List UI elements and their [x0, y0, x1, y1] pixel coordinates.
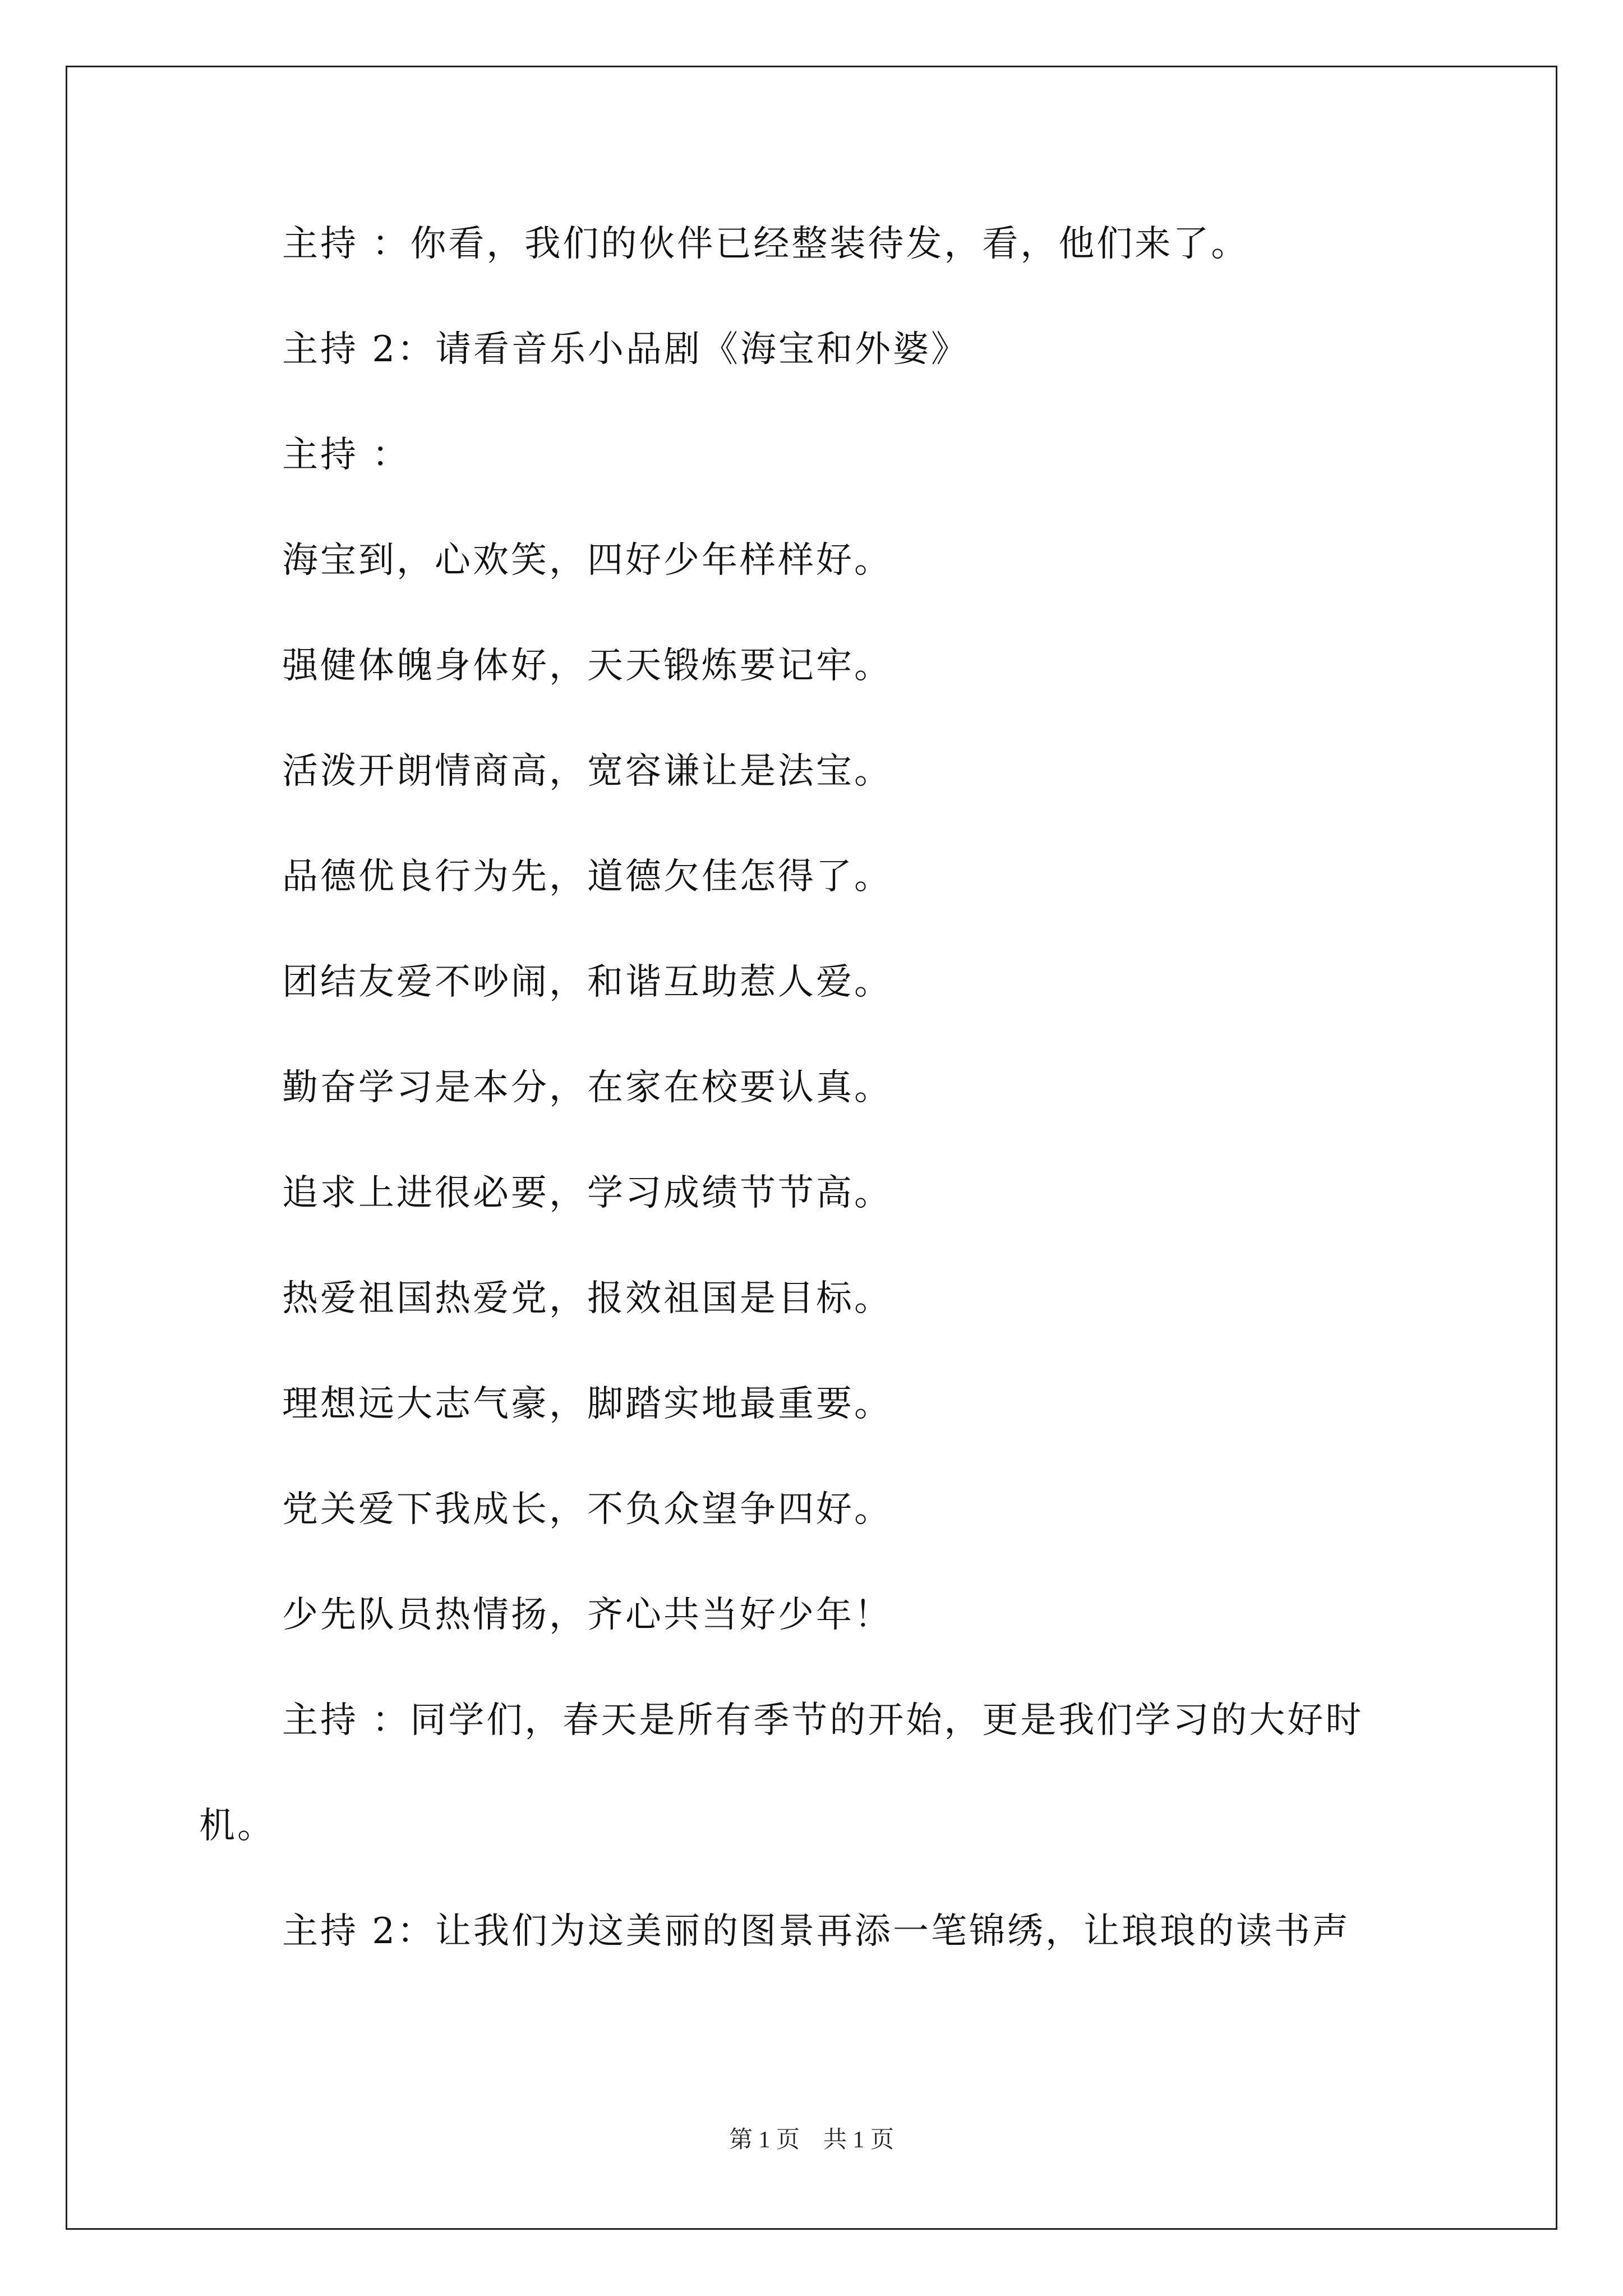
paragraph: 强健体魄身体好，天天锻炼要记牢。: [282, 645, 892, 687]
page-number-footer: 第 1 页 共 1 页: [728, 2127, 894, 2153]
paragraph: 追求上进很必要，学习成绩节节高。: [282, 1172, 892, 1214]
paragraph: 团结友爱不吵闹，和谐互助惹人爱。: [282, 961, 892, 1003]
paragraph: 主持 2：请看音乐小品剧《海宝和外婆》: [282, 329, 970, 370]
paragraph: 热爱祖国热爱党，报效祖国是目标。: [282, 1278, 892, 1319]
paragraph: 主持 ：: [282, 434, 411, 476]
paragraph: 少先队员热情扬，齐心共当好少年！: [282, 1594, 892, 1636]
paragraph-continuation: 机。: [199, 1805, 275, 1847]
paragraph: 活泼开朗情商高，宽容谦让是法宝。: [282, 751, 892, 792]
paragraph: 品德优良行为先，道德欠佳怎得了。: [282, 856, 892, 898]
paragraph: 主持 ：同学们，春天是所有季节的开始，更是我们学习的大好时: [282, 1700, 1364, 1741]
paragraph: 勤奋学习是本分，在家在校要认真。: [282, 1067, 892, 1108]
paragraph: 理想远大志气豪，脚踏实地最重要。: [282, 1383, 892, 1425]
paragraph: 海宝到，心欢笑，四好少年样样好。: [282, 540, 892, 581]
paragraph: 主持 ：你看，我们的伙伴已经整装待发，看，他们来了。: [282, 223, 1249, 265]
page-border: [66, 66, 1557, 2230]
paragraph: 党关爱下我成长，不负众望争四好。: [282, 1489, 892, 1530]
paragraph: 主持 2：让我们为这美丽的图景再添一笔锦绣，让琅琅的读书声: [282, 1911, 1351, 1952]
